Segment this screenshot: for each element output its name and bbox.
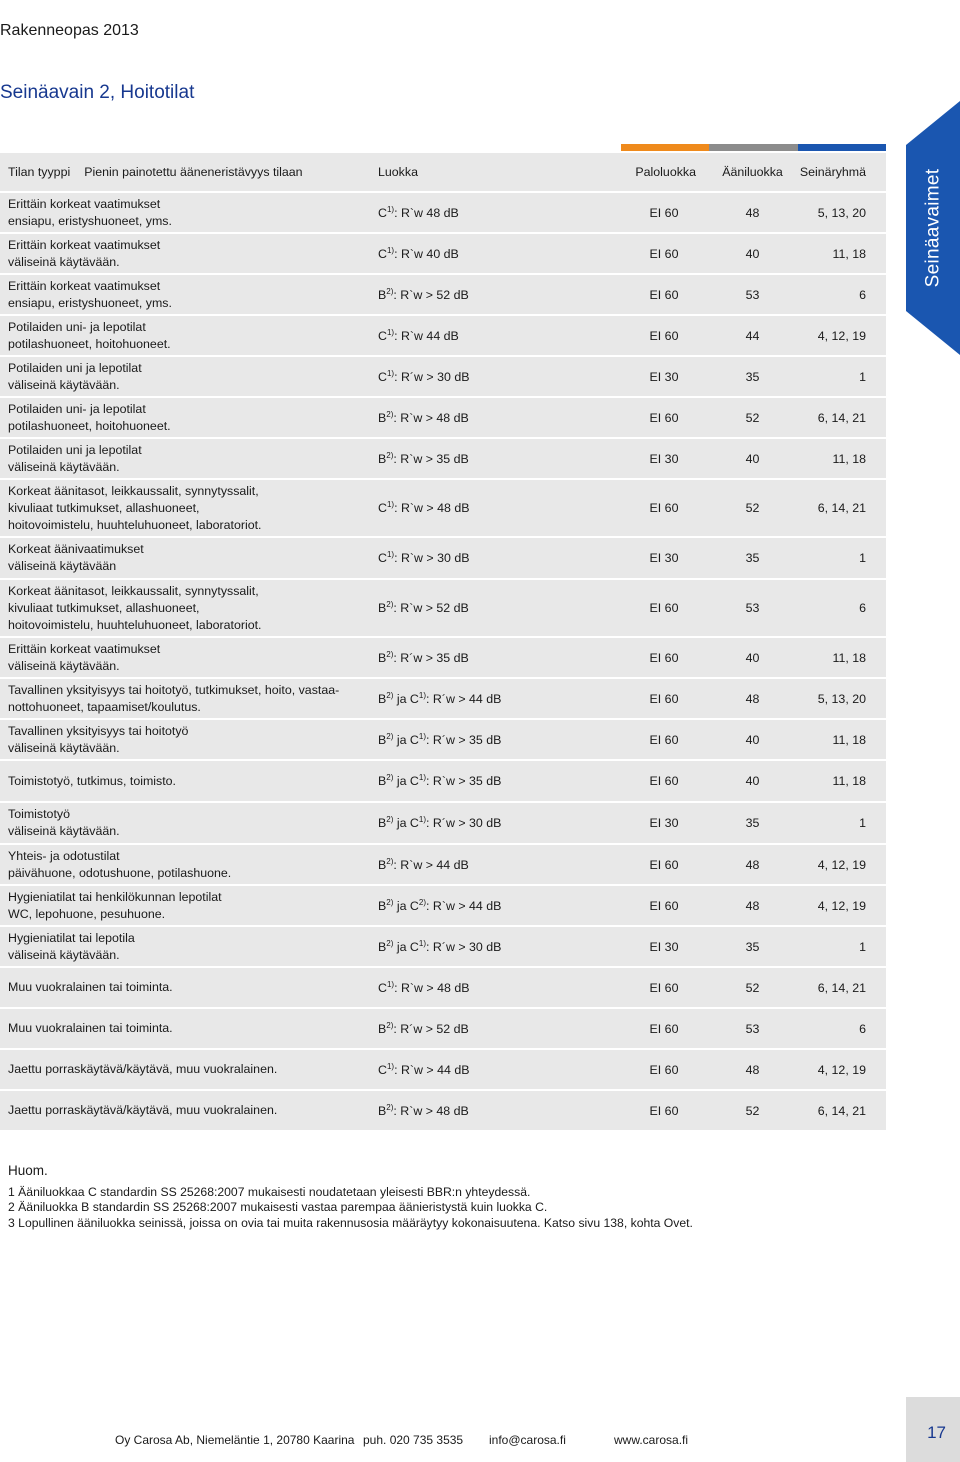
sound-class-cell xyxy=(372,761,620,802)
class-footnote: 2) xyxy=(386,690,394,700)
table-row xyxy=(0,1050,886,1090)
class-letter: B xyxy=(378,287,387,302)
header-pienin: Pienin painotettu ääneneristävyys tilaan xyxy=(84,165,303,179)
class-letter: B xyxy=(378,857,387,872)
wall-group-cell: 4, 12, 19 xyxy=(797,315,886,356)
space-type-cell xyxy=(0,885,372,926)
class-letter: C xyxy=(378,205,387,220)
wall-group-cell: 6, 14, 21 xyxy=(797,968,886,1008)
notes-heading: Huom. xyxy=(8,1163,48,1178)
table-header-row xyxy=(0,153,886,192)
class-footnote: 1) xyxy=(386,368,395,378)
space-type-line-1: Potilaiden uni- ja lepotilat xyxy=(8,319,146,334)
wall-group-cell: 11, 18 xyxy=(797,233,886,274)
class-requirement: : R`w > 35 dB xyxy=(393,451,469,466)
class-footnote: 1) xyxy=(386,500,395,509)
fire-class-cell: EI 60 xyxy=(620,1050,708,1090)
sound-class-cell xyxy=(372,1050,620,1090)
class-extra: ja C xyxy=(393,816,419,830)
class-footnote: 2) xyxy=(386,938,394,948)
sound-class-cell xyxy=(372,803,620,844)
side-tab[interactable] xyxy=(906,101,960,355)
space-type-line-1: Korkeat äänitasot, leikkaussalit, synnytyssalit, xyxy=(8,483,259,498)
class-requirement: : R`w > 48 dB xyxy=(394,501,470,515)
sound-class-cell xyxy=(372,537,620,579)
fire-class-cell: EI 30 xyxy=(620,356,708,397)
sound-class-cell xyxy=(372,579,620,637)
wall-group-cell: 1 xyxy=(797,356,886,397)
sound-class-cell xyxy=(372,274,620,315)
fire-class-cell: EI 30 xyxy=(620,803,708,844)
header-paloluokka: Paloluokka xyxy=(620,153,708,192)
class-footnote: 2) xyxy=(386,600,394,609)
space-type-line-1: Potilaiden uni- ja lepotilat xyxy=(8,401,146,416)
sound-level-cell: 40 xyxy=(708,637,797,678)
wall-group-cell: 6, 14, 21 xyxy=(797,479,886,537)
space-type-line-1: Korkeat äänitasot, leikkaussalit, synnytyssalit, xyxy=(8,583,259,598)
fire-class-cell: EI 60 xyxy=(620,579,708,637)
class-footnote: 1) xyxy=(386,245,395,255)
space-type-line-2: kivuliaat tutkimukset, allashuoneet, xyxy=(8,500,200,515)
class-letter: B xyxy=(378,650,387,665)
fire-class-cell: EI 60 xyxy=(620,233,708,274)
space-type-line-1: Toimistotyö xyxy=(8,807,70,821)
sound-class-cell xyxy=(372,926,620,967)
space-type-line-2: väliseinä käytävään. xyxy=(8,377,120,392)
space-type-cell xyxy=(0,356,372,397)
class-letter: B xyxy=(378,898,387,913)
sound-level-cell: 35 xyxy=(708,537,797,579)
space-type-line-2: väliseinä käytävään. xyxy=(8,824,120,838)
class-requirement: : R´w > 52 dB xyxy=(393,1021,469,1036)
space-type-cell xyxy=(0,761,372,802)
space-type-line-2: väliseinä käytävään. xyxy=(8,254,120,269)
space-type-cell xyxy=(0,1009,372,1049)
space-type-cell xyxy=(0,803,372,844)
table-row xyxy=(0,968,886,1008)
class-letter: B xyxy=(378,691,387,706)
class-footnote: 2) xyxy=(386,856,394,866)
footer-company: Oy Carosa Ab, Niemeläntie 1, 20780 Kaarina xyxy=(115,1433,355,1447)
class-extra: ja C xyxy=(393,691,419,706)
sound-level-cell: 48 xyxy=(708,844,797,885)
class-footnote: 2) xyxy=(386,1102,394,1112)
space-type-cell xyxy=(0,1091,372,1131)
space-type-line-2: WC, lepohuone, pesuhuone. xyxy=(8,906,166,921)
fire-class-cell: EI 60 xyxy=(620,844,708,885)
space-type-line-1: Hygieniatilat tai henkilökunnan lepotilat xyxy=(8,889,222,904)
class-footnote: 2) xyxy=(386,286,394,296)
wall-group-cell: 6, 14, 21 xyxy=(797,397,886,438)
class-requirement: : R`w 44 dB xyxy=(394,328,459,343)
header-seinaryhma: Seinäryhmä xyxy=(797,153,886,192)
space-type-cell xyxy=(0,274,372,315)
sound-level-cell: 40 xyxy=(708,719,797,760)
space-type-cell xyxy=(0,579,372,637)
table-row xyxy=(0,637,886,678)
wall-group-cell: 1 xyxy=(797,803,886,844)
space-type-line-3: hoitovoimistelu, huuhteluhuoneet, laboratoriot. xyxy=(8,517,262,532)
fire-class-cell: EI 60 xyxy=(620,637,708,678)
space-type-line-2: väliseinä käytävään xyxy=(8,559,117,573)
sound-level-cell: 35 xyxy=(708,356,797,397)
class-requirement: : R`w 48 dB xyxy=(394,205,459,220)
space-type-line-2: ensiapu, eristyshuoneet, yms. xyxy=(8,213,172,228)
fire-class-cell: EI 60 xyxy=(620,192,708,233)
space-type-line-1: Toimistotyö, tutkimus, toimisto. xyxy=(8,773,177,788)
class-extra: ja C xyxy=(393,732,419,747)
sound-class-cell xyxy=(372,397,620,438)
space-type-cell xyxy=(0,719,372,760)
class-letter: C xyxy=(378,369,387,384)
table-row xyxy=(0,233,886,274)
fire-class-cell: EI 60 xyxy=(620,315,708,356)
space-type-line-1: Muu vuokralainen tai toiminta. xyxy=(8,980,173,994)
space-type-cell xyxy=(0,537,372,579)
space-type-cell xyxy=(0,968,372,1008)
class-requirement: : R´w > 35 dB xyxy=(426,732,502,747)
class-extra-footnote: 1) xyxy=(418,815,426,824)
sound-level-cell: 48 xyxy=(708,678,797,719)
header-space-type xyxy=(0,153,372,192)
space-type-cell xyxy=(0,926,372,967)
space-type-cell xyxy=(0,637,372,678)
space-type-cell xyxy=(0,844,372,885)
class-requirement: : R`w > 30 dB xyxy=(394,551,470,565)
sound-class-cell xyxy=(372,233,620,274)
space-type-line-1: Jaettu porraskäytävä/käytävä, muu vuokralainen. xyxy=(8,1103,278,1117)
class-requirement: : R´w > 30 dB xyxy=(394,369,470,384)
class-requirement: : R`w > 48 dB xyxy=(393,410,469,425)
table-row xyxy=(0,1009,886,1049)
table-row xyxy=(0,1091,886,1131)
class-footnote: 2) xyxy=(386,450,394,460)
class-letter: C xyxy=(378,328,387,343)
class-requirement: : R`w > 52 dB xyxy=(393,601,469,615)
sound-level-cell: 48 xyxy=(708,1050,797,1090)
header-aaniluokka: Ääniluokka xyxy=(708,153,797,192)
class-letter: B xyxy=(378,601,387,615)
sound-class-cell xyxy=(372,637,620,678)
side-tab-label: Seinäavaimet xyxy=(922,168,944,288)
space-type-line-2: potilashuoneet, hoitohuoneet. xyxy=(8,336,171,351)
sound-class-cell xyxy=(372,356,620,397)
wall-group-cell: 11, 18 xyxy=(797,438,886,479)
space-type-line-1: Hygieniatilat tai lepotila xyxy=(8,930,135,945)
class-requirement: : R`w > 48 dB xyxy=(394,980,470,995)
class-footnote: 2) xyxy=(386,409,394,419)
footer-email[interactable]: info@carosa.fi xyxy=(489,1433,566,1447)
space-type-line-1: Muu vuokralainen tai toiminta. xyxy=(8,1021,173,1035)
wall-group-cell: 6 xyxy=(797,579,886,637)
table-row xyxy=(0,397,886,438)
class-requirement: : R´w > 35 dB xyxy=(393,650,469,665)
class-letter: C xyxy=(378,501,387,515)
class-extra-footnote: 2) xyxy=(418,897,426,907)
footer-phone: puh. 020 735 3535 xyxy=(363,1433,464,1447)
page-number: 17 xyxy=(927,1423,946,1442)
class-extra-footnote: 1) xyxy=(418,773,426,782)
sound-level-cell: 53 xyxy=(708,579,797,637)
class-letter: B xyxy=(378,816,387,830)
sound-class-cell xyxy=(372,315,620,356)
table-row xyxy=(0,719,886,760)
class-requirement: : R`w 40 dB xyxy=(394,246,459,261)
class-letter: B xyxy=(378,1021,387,1036)
sound-class-cell xyxy=(372,1009,620,1049)
footer-web[interactable]: www.carosa.fi xyxy=(614,1433,689,1447)
class-footnote: 1) xyxy=(386,204,395,214)
space-type-line-2: väliseinä käytävään. xyxy=(8,658,120,673)
class-footnote: 1) xyxy=(386,1061,395,1071)
table-row xyxy=(0,926,886,967)
class-extra: ja C xyxy=(393,898,419,913)
class-requirement: : R`w > 48 dB xyxy=(393,1103,469,1118)
space-type-line-1: Erittäin korkeat vaatimukset xyxy=(8,641,161,656)
class-footnote: 1) xyxy=(386,327,395,337)
class-letter: C xyxy=(378,246,387,261)
class-letter: C xyxy=(378,551,387,565)
fire-class-cell: EI 60 xyxy=(620,761,708,802)
fire-class-cell: EI 60 xyxy=(620,1009,708,1049)
table-row xyxy=(0,844,886,885)
sound-level-cell: 40 xyxy=(708,438,797,479)
table-row xyxy=(0,803,886,844)
space-type-cell xyxy=(0,192,372,233)
fire-class-cell: EI 60 xyxy=(620,274,708,315)
fire-class-cell: EI 60 xyxy=(620,397,708,438)
space-type-line-1: Erittäin korkeat vaatimukset xyxy=(8,237,161,252)
class-footnote: 2) xyxy=(386,815,394,824)
wall-group-cell: 4, 12, 19 xyxy=(797,844,886,885)
wall-group-cell: 1 xyxy=(797,537,886,579)
sound-class-cell xyxy=(372,1091,620,1131)
space-type-line-2: väliseinä käytävään. xyxy=(8,459,120,474)
class-letter: B xyxy=(378,774,387,788)
table-row xyxy=(0,885,886,926)
fire-class-cell: EI 60 xyxy=(620,719,708,760)
table-row xyxy=(0,537,886,579)
sound-class-cell xyxy=(372,438,620,479)
sound-level-cell: 35 xyxy=(708,803,797,844)
fire-class-cell: EI 60 xyxy=(620,678,708,719)
class-footnote: 1) xyxy=(386,550,395,559)
class-letter: B xyxy=(378,451,387,466)
space-type-cell xyxy=(0,479,372,537)
sound-class-cell xyxy=(372,192,620,233)
note-2: 2 Ääniluokka B standardin SS 25268:2007 mukaisesti vastaa parempaa äänieristystä kuin luokka C. xyxy=(8,1200,548,1214)
table-row xyxy=(0,192,886,233)
sound-level-cell: 52 xyxy=(708,968,797,1008)
sound-level-cell: 52 xyxy=(708,397,797,438)
wall-group-cell: 5, 13, 20 xyxy=(797,192,886,233)
space-type-line-2: päivähuone, odotushuone, potilashuone. xyxy=(8,865,232,880)
class-letter: C xyxy=(378,1062,387,1077)
space-type-cell xyxy=(0,1050,372,1090)
sound-level-cell: 44 xyxy=(708,315,797,356)
class-extra-footnote: 1) xyxy=(418,690,426,700)
class-letter: B xyxy=(378,1103,387,1118)
space-type-line-2: potilashuoneet, hoitohuoneet. xyxy=(8,418,171,433)
note-1: 1 Ääniluokkaa C standardin SS 25268:2007 mukaisesti noudatetaan yleisesti BBR:n yhteydessä. xyxy=(8,1184,531,1199)
space-type-line-1: Potilaiden uni ja lepotilat xyxy=(8,442,142,457)
space-type-cell xyxy=(0,678,372,719)
sound-level-cell: 35 xyxy=(708,926,797,967)
class-requirement: : R`w > 44 dB xyxy=(393,857,469,872)
class-requirement: : R´w > 44 dB xyxy=(426,691,502,706)
class-footnote: 2) xyxy=(386,897,394,907)
space-type-line-1: Erittäin korkeat vaatimukset xyxy=(8,196,161,211)
class-footnote: 2) xyxy=(386,731,394,741)
sound-class-cell xyxy=(372,719,620,760)
space-type-line-1: Erittäin korkeat vaatimukset xyxy=(8,278,161,293)
table-row xyxy=(0,579,886,637)
wall-group-cell: 11, 18 xyxy=(797,637,886,678)
sound-level-cell: 52 xyxy=(708,1091,797,1131)
space-type-line-2: kivuliaat tutkimukset, allashuoneet, xyxy=(8,600,200,615)
sound-class-cell xyxy=(372,844,620,885)
space-type-line-1: Potilaiden uni ja lepotilat xyxy=(8,360,142,375)
space-type-line-2: väliseinä käytävään. xyxy=(8,947,120,962)
sound-level-cell: 48 xyxy=(708,192,797,233)
wall-group-cell: 1 xyxy=(797,926,886,967)
header-tilan-tyyppi: Tilan tyyppi xyxy=(8,165,71,179)
class-requirement: : R`w > 35 dB xyxy=(426,774,502,788)
class-letter: B xyxy=(378,732,387,747)
class-letter: B xyxy=(378,939,387,954)
accent-bar-gray xyxy=(709,144,798,151)
class-footnote: 2) xyxy=(386,649,394,659)
fire-class-cell: EI 30 xyxy=(620,537,708,579)
sound-class-cell xyxy=(372,479,620,537)
class-letter: C xyxy=(378,980,387,995)
fire-class-cell: EI 60 xyxy=(620,968,708,1008)
class-extra: ja C xyxy=(393,939,419,954)
space-type-line-1: Korkeat äänivaatimukset xyxy=(8,542,144,556)
table-row xyxy=(0,438,886,479)
space-type-line-3: hoitovoimistelu, huuhteluhuoneet, laboratoriot. xyxy=(8,617,262,632)
sound-level-cell: 52 xyxy=(708,479,797,537)
table-row xyxy=(0,315,886,356)
space-type-line-2: ensiapu, eristyshuoneet, yms. xyxy=(8,295,172,310)
sound-level-cell: 40 xyxy=(708,233,797,274)
sound-class-cell xyxy=(372,678,620,719)
wall-group-cell: 4, 12, 19 xyxy=(797,1050,886,1090)
class-footnote: 2) xyxy=(386,773,394,782)
space-type-cell xyxy=(0,438,372,479)
wall-group-cell: 6 xyxy=(797,1009,886,1049)
fire-class-cell: EI 30 xyxy=(620,926,708,967)
wall-group-cell: 5, 13, 20 xyxy=(797,678,886,719)
space-type-line-2: väliseinä käytävään. xyxy=(8,740,120,755)
space-type-line-1: Tavallinen yksityisyys tai hoitotyö xyxy=(8,723,189,738)
note-3: 3 Lopullinen ääniluokka seinissä, joissa on ovia tai muita rakennusosia määräytyy kokonaisuutena. Katso sivu 138, kohta Ovet. xyxy=(8,1215,693,1230)
accent-bar-blue xyxy=(798,144,886,151)
space-type-cell xyxy=(0,397,372,438)
wall-group-cell: 6 xyxy=(797,274,886,315)
table-row xyxy=(0,274,886,315)
space-type-line-1: Yhteis- ja odotustilat xyxy=(8,848,120,863)
wall-group-cell: 11, 18 xyxy=(797,719,886,760)
table-row xyxy=(0,356,886,397)
brand-title: Rakenneopas 2013 xyxy=(0,22,139,39)
wall-group-cell: 6, 14, 21 xyxy=(797,1091,886,1131)
class-requirement: : R`w > 44 dB xyxy=(394,1062,470,1077)
class-letter: B xyxy=(378,410,387,425)
fire-class-cell: EI 60 xyxy=(620,885,708,926)
space-type-line-1: Tavallinen yksityisyys tai hoitotyö, tutkimukset, hoito, vastaa- xyxy=(8,682,340,697)
sound-level-cell: 53 xyxy=(708,1009,797,1049)
table-row xyxy=(0,678,886,719)
class-requirement: : R´w > 30 dB xyxy=(426,816,502,830)
notes xyxy=(8,1163,693,1231)
sound-level-cell: 40 xyxy=(708,761,797,802)
sound-class-cell xyxy=(372,968,620,1008)
header-luokka: Luokka xyxy=(372,153,620,192)
class-requirement: : R`w > 52 dB xyxy=(393,287,469,302)
class-extra-footnote: 1) xyxy=(418,938,426,948)
space-type-cell xyxy=(0,233,372,274)
class-footnote: 1) xyxy=(386,979,395,989)
wall-group-cell: 11, 18 xyxy=(797,761,886,802)
accent-bar-orange xyxy=(621,144,709,151)
class-extra-footnote: 1) xyxy=(418,731,426,741)
wall-key-table xyxy=(0,153,886,1132)
sound-level-cell: 48 xyxy=(708,885,797,926)
space-type-line-2: nottohuoneet, tapaamiset/koulutus. xyxy=(8,699,201,714)
wall-group-cell: 4, 12, 19 xyxy=(797,885,886,926)
space-type-cell xyxy=(0,315,372,356)
fire-class-cell: EI 30 xyxy=(620,438,708,479)
table-row xyxy=(0,761,886,802)
sound-class-cell xyxy=(372,885,620,926)
class-requirement: : R`w > 44 dB xyxy=(426,898,502,913)
class-extra: ja C xyxy=(393,774,419,788)
class-requirement: : R´w > 30 dB xyxy=(426,939,502,954)
class-footnote: 2) xyxy=(386,1020,394,1030)
space-type-line-1: Jaettu porraskäytävä/käytävä, muu vuokralainen. xyxy=(8,1062,278,1076)
table-row xyxy=(0,479,886,537)
sound-level-cell: 53 xyxy=(708,274,797,315)
fire-class-cell: EI 60 xyxy=(620,479,708,537)
fire-class-cell: EI 60 xyxy=(620,1091,708,1131)
page-title: Seinäavain 2, Hoitotilat xyxy=(0,82,195,103)
